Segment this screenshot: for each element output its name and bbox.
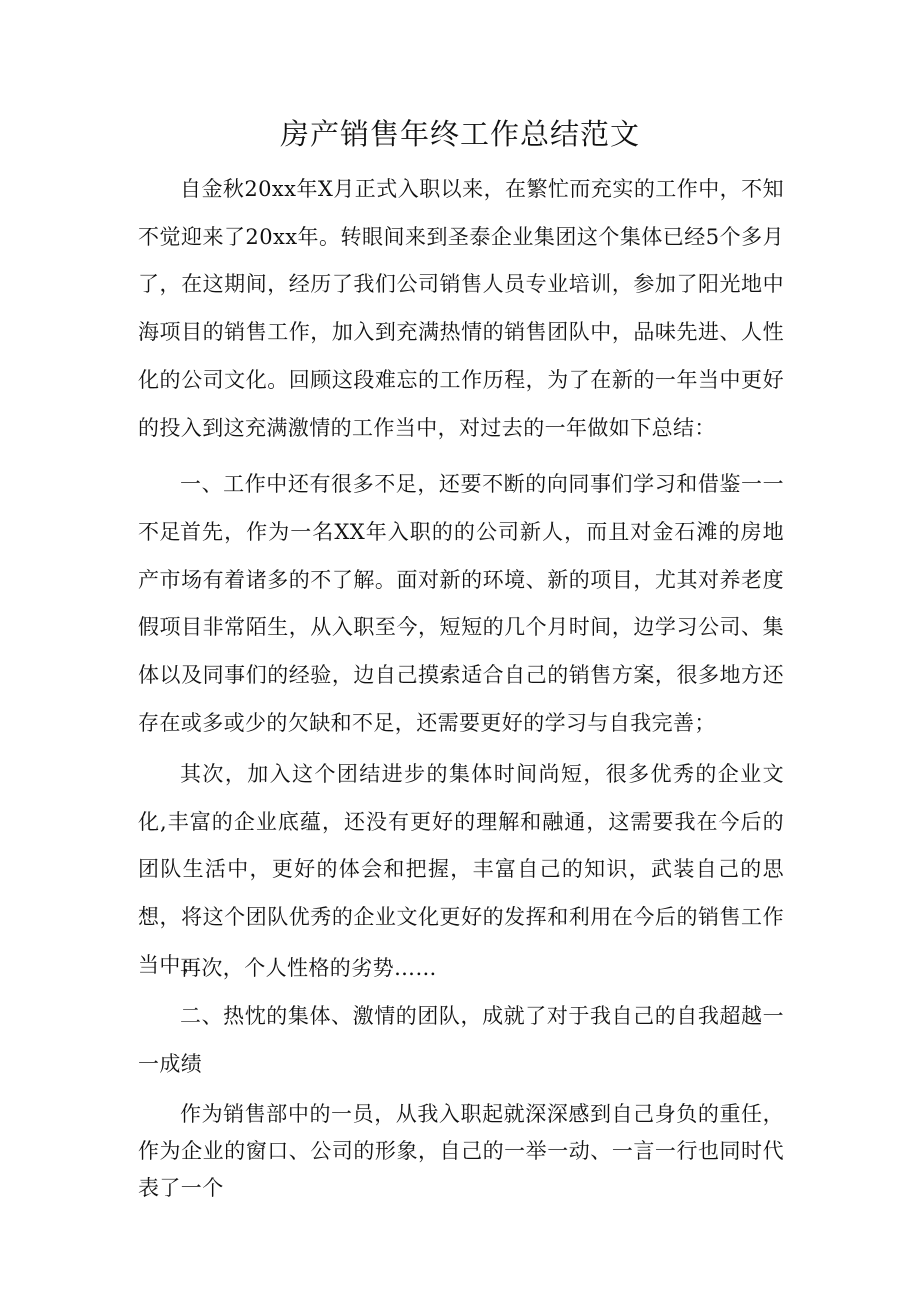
paragraph-first: 首先，作为一名XX年入职的的公司新人，而且对金石滩的房地产市场有着诸多的不了解。面对新的环境、新的项目，尤其对养老度假项目非常陌生，从入职至今，短短的几个月时间，边学习公司、集体以及同事们的经验，边自己摸索适合自己的销售方案，很多地方还存在或多或少的欠缺和不足，还需要更好的学习与自我完善； [138,520,784,735]
section-heading-2: 二、热忱的集体、激情的团队，成就了对于我自己的自我超越一一成绩 [138,1004,784,1076]
paragraph-intro: 自金秋20xx年X月正式入职以来，在繁忙而充实的工作中，不知不觉迎来了20xx年。转眼间来到圣泰企业集团这个集体已经5个多月了，在这期间，经历了我们公司销售人员专业培训，参加了阳光地中海项目的销售工作，加入到充满热情的销售团队中，品味先进、人性化的公司文化。回顾这段难忘的工作历程，为了在新的一年当中更好的投入到这充满激情的工作当中，对过去的一年做如下总结： [138,177,784,440]
paragraph-third: 再次，个人性格的劣势…… [180,956,437,980]
paragraph-sales-role: 作为销售部中的一员，从我入职起就深深感到自己身负的重任，作为企业的窗口、公司的形象，自己的一举一动、一言一行也同时代表了一个 [138,1102,784,1200]
paragraph-second: 其次，加入这个团结进步的集体时间尚短，很多优秀的企业文化,丰富的企业底蕴，还没有更好的理解和融通，这需要我在今后的团队生活中，更好的体会和把握，丰富自己的知识，武装自己的思想，将这个团队优秀的企业文化更好的发挥和利用在今后的销售工作当中； [138,762,784,977]
document-title: 房产销售年终工作总结范文 [279,117,640,151]
section-heading-1: 一、工作中还有很多不足，还要不断的向同事们学习和借鉴一一不足 [138,472,784,544]
